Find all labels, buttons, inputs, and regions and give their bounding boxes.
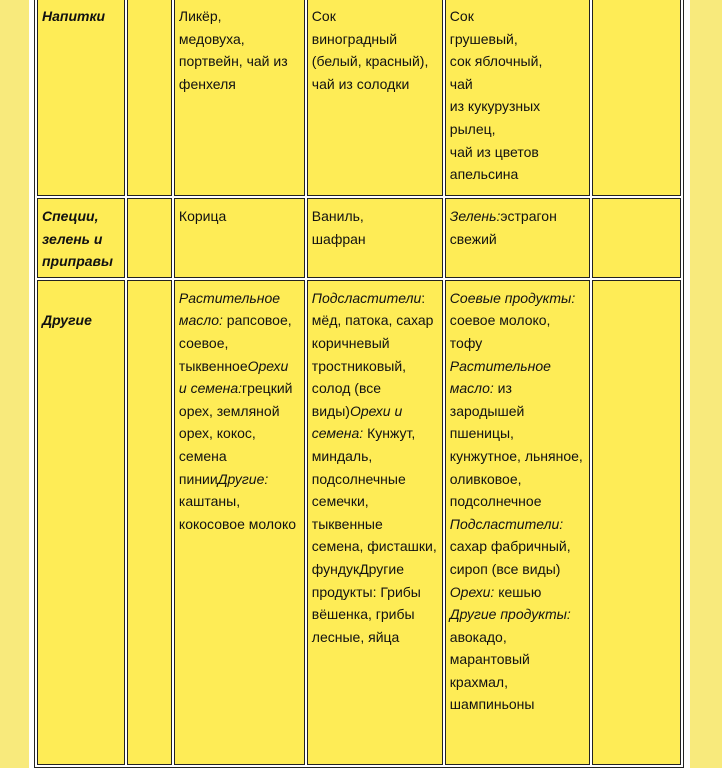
food-table (34, 0, 684, 768)
empty-cell (127, 198, 172, 278)
cell-text: Корица (178, 208, 227, 224)
subcategory-label: Подсластители (311, 289, 422, 306)
table-cell (445, 280, 590, 765)
cell-text: грушевый, (449, 30, 518, 47)
table-cell (174, 198, 305, 278)
table-cell (174, 0, 305, 196)
table-cell (174, 280, 305, 765)
cell-text: виноградный (311, 30, 398, 47)
cell-text: авокадо, марантовый крахмал, шампиньоны (449, 628, 535, 713)
category-cell (37, 198, 125, 278)
table-row (37, 198, 681, 278)
table-cell (445, 0, 590, 196)
subcategory-label: Зелень: (449, 208, 501, 224)
cell-text: Ликёр, (178, 8, 222, 24)
cell-text: портвейн, чай из фенхеля (178, 53, 288, 92)
cell-text: сок яблочный, (449, 53, 543, 70)
subcategory-label: Орехи и семена: (178, 357, 289, 397)
cell-text: кешью (498, 583, 542, 600)
cell-text: рапсовое, соевое, тыквенное (178, 312, 292, 374)
subcategory-label: Орехи и семена: (311, 402, 403, 442)
table-cell (307, 198, 443, 278)
empty-cell (592, 280, 681, 765)
category-cell (37, 0, 125, 196)
table-row (37, 0, 681, 196)
cell-text: каштаны, кокосовое молоко (178, 493, 297, 532)
category-cell (37, 280, 125, 765)
table-cell (445, 198, 590, 278)
cell-text: Кунжут, миндаль, подсолнечные семечки, тыквенные семена, фисташки, фундук (311, 425, 437, 577)
empty-cell (127, 0, 172, 196)
table-cell (307, 280, 443, 765)
subcategory-label: Другие: (217, 470, 269, 487)
category-label: Другие (42, 311, 92, 328)
table-cell (307, 0, 443, 196)
cell-text: соевое молоко, тофу (449, 312, 551, 351)
cell-text: чай из цветов апельсина (449, 143, 539, 183)
subcategory-label: Орехи: (449, 583, 495, 600)
cell-text: шафран (311, 230, 366, 247)
page (29, 0, 690, 768)
cell-text: эстрагон свежий (449, 208, 557, 247)
cell-text: из зародышей пшеницы, кунжутное, льняное, оливковое, подсолнечное (449, 380, 583, 510)
subcategory-label: Подсластители: (449, 515, 564, 532)
cell-text: : (421, 289, 426, 306)
subcategory-label: Растительное масло: (178, 289, 281, 329)
subcategory-label: Соевые продукты: (449, 289, 576, 306)
cell-text: (белый, красный), (311, 53, 429, 70)
cell-text: чай (449, 75, 473, 92)
cell-text: чай из солодки (311, 75, 410, 92)
cell-text: сахар фабричный, сироп (все виды) (449, 538, 571, 577)
empty-cell (592, 0, 681, 196)
subcategory-label: Другие продукты: (311, 560, 405, 600)
cell-text: Грибы вёшенка, грибы лесные, яйца (311, 583, 421, 645)
category-label: Напитки (42, 8, 106, 24)
cell-text: Сок (311, 8, 336, 24)
cell-text: мёд, патока, сахар коричневый тростниковый, солод (все виды) (311, 312, 434, 419)
cell-text: из кукурузных рылец, (449, 98, 541, 137)
category-label: Специи, зелень и приправы (42, 208, 113, 270)
empty-cell (127, 280, 172, 765)
cell-text: медовуха, (178, 30, 245, 47)
subcategory-label: Другие продукты: (449, 606, 571, 623)
table-row (37, 280, 681, 765)
cell-text: Ваниль, (311, 208, 364, 224)
cell-text: Сок (449, 8, 474, 24)
empty-cell (592, 198, 681, 278)
subcategory-label: Растительное масло: (449, 357, 551, 397)
cell-text: грецкий орех, земляной орех, кокос, семена пинии (178, 380, 293, 487)
